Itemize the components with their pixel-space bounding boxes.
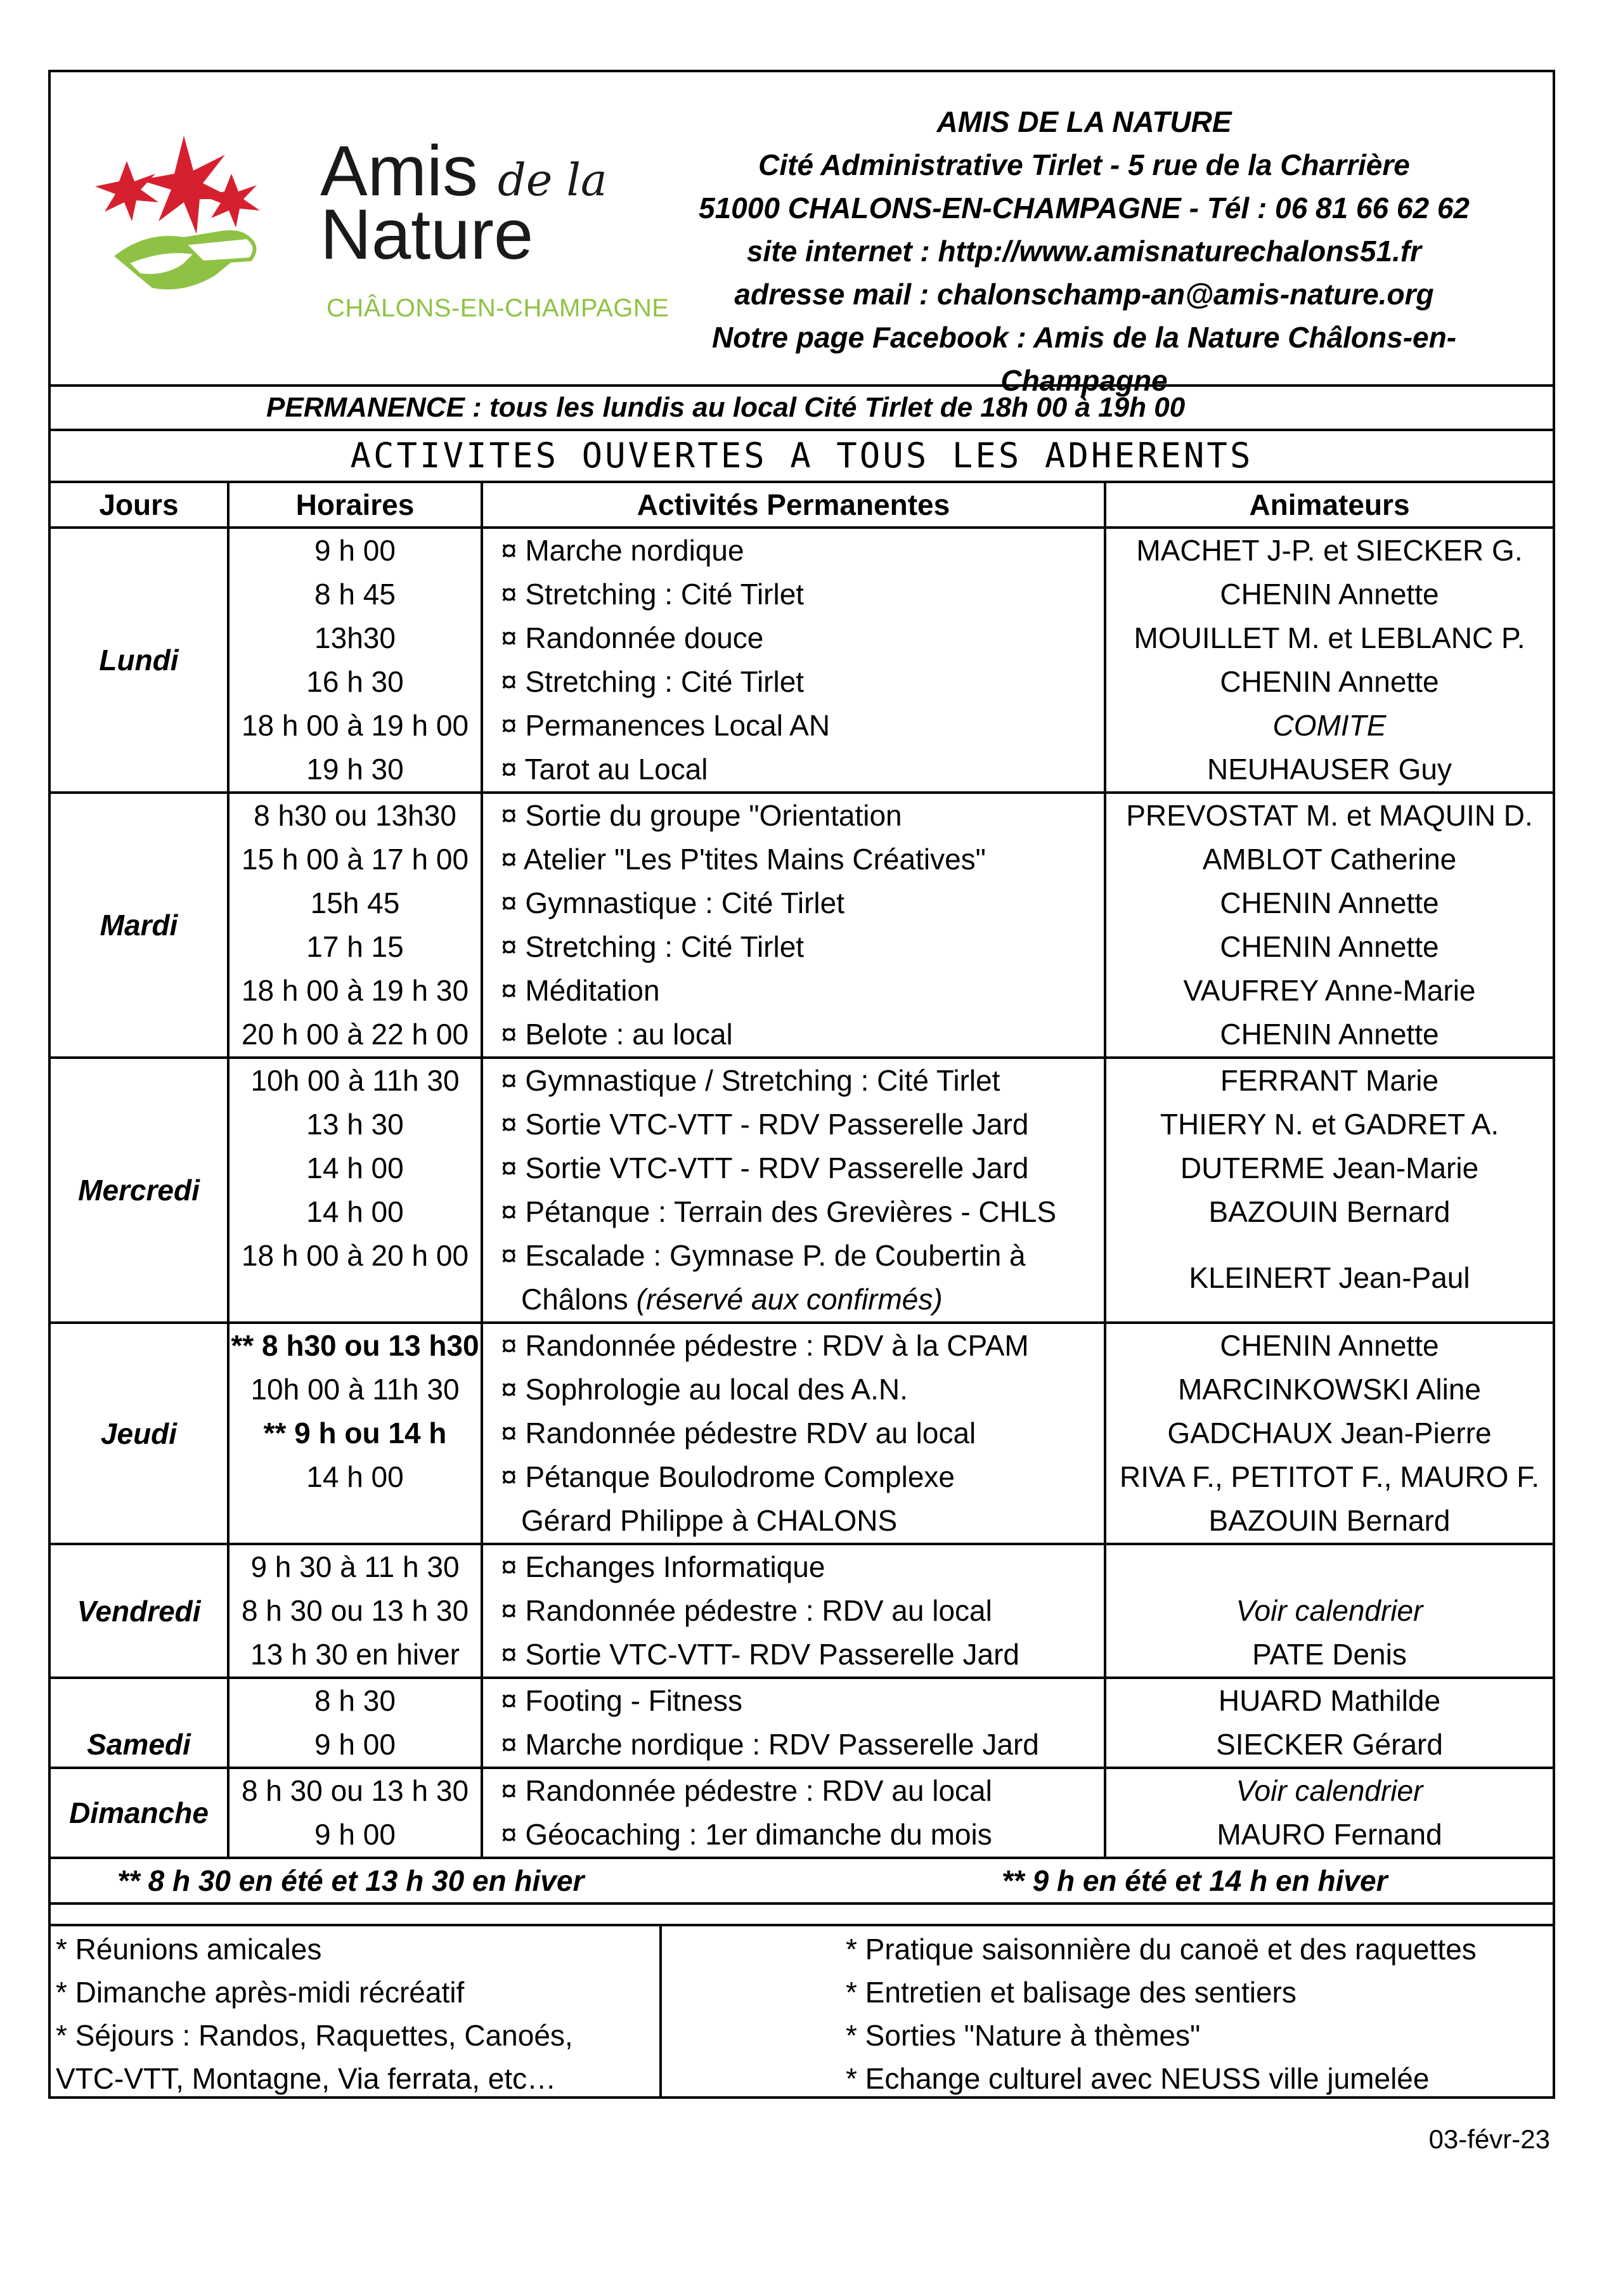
time: ** 8 h30 ou 13 h30 [231, 1329, 479, 1362]
times-cell [228, 528, 482, 793]
day-name: Mardi [51, 793, 228, 1058]
extras-section [51, 1926, 1553, 2096]
activity: ¤ Stretching : Cité Tirlet [501, 665, 805, 698]
schedule-table [51, 483, 1553, 1859]
time [230, 1499, 481, 1543]
activity: ¤ Footing - Fitness [501, 1684, 742, 1717]
address-line: AMIS DE LA NATURE [936, 105, 1232, 138]
leader: CHENIN Annette [1220, 665, 1439, 698]
flower-hands-icon [89, 110, 317, 301]
leader: CHENIN Annette [1220, 930, 1439, 963]
leader: KLEINERT Jean-Paul [1189, 1261, 1470, 1294]
leaders-cell [1105, 793, 1553, 1058]
activities-cell [482, 1323, 1105, 1544]
times-cell [228, 1544, 482, 1678]
logo-city: CHÂLONS-EN-CHAMPAGNE [327, 294, 669, 322]
activity: ¤ Atelier "Les P'tites Mains Créatives" [501, 843, 986, 876]
list-item: * Sorties "Nature à thèmes" [846, 2019, 1201, 2052]
column-header: Animateurs [1105, 483, 1553, 528]
time: 17 h 15 [306, 930, 404, 963]
column-header: Horaires [228, 483, 482, 528]
leaders-cell [1105, 1544, 1553, 1678]
activity-continuation: Gérard Philippe à CHALONS [521, 1504, 898, 1537]
activity: ¤ Marche nordique [501, 534, 744, 567]
time: 19 h 30 [306, 753, 404, 786]
leader: Voir calendrier [1236, 1774, 1423, 1807]
leader: CHENIN Annette [1220, 1018, 1439, 1051]
time: 8 h 30 ou 13 h 30 [241, 1774, 469, 1807]
leader: FERRANT Marie [1220, 1064, 1439, 1097]
activity: ¤ Randonnée pédestre : RDV au local [501, 1594, 992, 1627]
list-item: * Pratique saisonnière du canoë et des raquettes [846, 1933, 1477, 1966]
activity: ¤ Stretching : Cité Tirlet [501, 578, 805, 611]
time: ** 9 h ou 14 h [263, 1417, 447, 1450]
activities-cell [482, 1544, 1105, 1678]
day-row-lundi [51, 528, 1553, 793]
activity: ¤ Escalade : Gymnase P. de Coubertin à [501, 1239, 1026, 1272]
list-item: VTC-VTT, Montagne, Via ferrata, etc… [56, 2062, 557, 2095]
header [51, 72, 1553, 397]
leader: MOUILLET M. et LEBLANC P. [1134, 621, 1525, 654]
facebook-line: Notre page Facebook : Amis de la Nature Châlons-en-Champagne [711, 321, 1457, 397]
activity: ¤ Géocaching : 1er dimanche du mois [501, 1818, 992, 1851]
extras-right [662, 1926, 1477, 2096]
day-name: Mercredi [51, 1058, 228, 1323]
activity: ¤ Sortie VTC-VTT - RDV Passerelle Jard [501, 1108, 1029, 1141]
activity: ¤ Permanences Local AN [501, 709, 831, 742]
leader: CHENIN Annette [1220, 886, 1439, 919]
times-cell [228, 1768, 482, 1858]
time: 14 h 00 [306, 1151, 404, 1184]
leader: AMBLOT Catherine [1202, 843, 1457, 876]
activity: ¤ Randonnée pédestre : RDV à la CPAM [501, 1329, 1029, 1362]
time [230, 1278, 481, 1321]
leader: NEUHAUSER Guy [1207, 753, 1452, 786]
leader: THIERY N. et GADRET A. [1160, 1108, 1499, 1141]
activity: ¤ Echanges Informatique [501, 1550, 825, 1583]
column-header: Jours [51, 483, 228, 528]
day-row-vendredi [51, 1544, 1553, 1678]
leader [1106, 1545, 1553, 1589]
spacer-row [51, 1905, 1553, 1926]
activity: ¤ Stretching : Cité Tirlet [501, 930, 805, 963]
leader: Voir calendrier [1236, 1594, 1423, 1627]
leader: HUARD Mathilde [1218, 1684, 1441, 1717]
activity: ¤ Randonnée douce [501, 621, 764, 654]
logo-amis: Amis de la [320, 131, 607, 211]
activity: ¤ Gymnastique / Stretching : Cité Tirlet [501, 1064, 1000, 1097]
list-item: * Réunions amicales [56, 1933, 322, 1966]
activities-cell [482, 1058, 1105, 1323]
activity-continuation: Châlons (réservé aux confirmés) [521, 1283, 943, 1316]
leader: MACHET J-P. et SIECKER G. [1136, 534, 1523, 567]
time: 16 h 30 [306, 665, 404, 698]
document-date: 03-févr-23 [1428, 2124, 1550, 2154]
time: 13 h 30 [306, 1108, 404, 1141]
day-row-dimanche [51, 1768, 1553, 1858]
leader: DUTERME Jean-Marie [1180, 1151, 1479, 1184]
time: 18 h 00 à 19 h 30 [241, 974, 469, 1007]
time: 15h 45 [310, 886, 400, 919]
activity: ¤ Tarot au Local [501, 753, 708, 786]
time: 14 h 00 [306, 1460, 404, 1493]
website-line[interactable]: site internet : http://www.amisnaturechalons51.fr [746, 235, 1422, 268]
leader: COMITE [1272, 709, 1387, 742]
activity: ¤ Belote : au local [501, 1018, 733, 1051]
time: 9 h 00 [314, 1728, 396, 1761]
permanence-line: PERMANENCE : tous les lundis au local Cité Tirlet de 18h 00 à 19h 00 [51, 387, 1553, 431]
leader: BAZOUIN Bernard [1208, 1504, 1451, 1537]
day-name: Samedi [51, 1678, 228, 1768]
list-item: * Echange culturel avec NEUSS ville jumelée [846, 2062, 1430, 2095]
logo-nature: Nature [320, 195, 534, 274]
activity: ¤ Marche nordique : RDV Passerelle Jard [501, 1728, 1039, 1761]
time: 13 h 30 en hiver [250, 1638, 460, 1671]
activity: ¤ Sortie du groupe "Orientation [501, 799, 902, 832]
day-name: Vendredi [51, 1544, 228, 1678]
activity: ¤ Pétanque Boulodrome Complexe [501, 1460, 955, 1493]
document-frame [48, 70, 1555, 2099]
activity: ¤ Sophrologie au local des A.N. [501, 1373, 908, 1406]
activity: ¤ Randonnée pédestre RDV au local [501, 1417, 976, 1450]
activities-cell [482, 1768, 1105, 1858]
time: 14 h 00 [306, 1195, 404, 1228]
time: 9 h 00 [314, 534, 396, 567]
activity: ¤ Sortie VTC-VTT - RDV Passerelle Jard [501, 1151, 1029, 1184]
address-line: Cité Administrative Tirlet - 5 rue de la Charrière [758, 148, 1410, 181]
leaders-cell [1105, 1058, 1553, 1323]
day-row-mercredi [51, 1058, 1553, 1323]
time: 18 h 00 à 20 h 00 [241, 1239, 469, 1272]
activity-note: (réservé aux confirmés) [636, 1283, 943, 1316]
time: 10h 00 à 11h 30 [250, 1373, 460, 1406]
times-cell [228, 1058, 482, 1323]
logo [89, 110, 678, 364]
time: 13h30 [314, 621, 396, 654]
time: 15 h 00 à 17 h 00 [241, 843, 469, 876]
table-header-row [51, 483, 1553, 528]
leaders-cell [1105, 528, 1553, 793]
list-item: * Séjours : Randos, Raquettes, Canoés, [56, 2019, 573, 2052]
note-right: ** 9 h en été et 14 h en hiver [1002, 1864, 1388, 1897]
day-name: Lundi [51, 528, 228, 793]
leader: PREVOSTAT M. et MAQUIN D. [1126, 799, 1533, 832]
day-row-mardi [51, 793, 1553, 1058]
leader: CHENIN Annette [1220, 1329, 1439, 1362]
leader: SIECKER Gérard [1216, 1728, 1443, 1761]
note-left: ** 8 h 30 en été et 13 h 30 en hiver [117, 1864, 585, 1897]
times-cell [228, 793, 482, 1058]
logo-de-la: de la [498, 154, 607, 206]
activities-cell [482, 528, 1105, 793]
leaders-cell [1105, 1323, 1553, 1544]
time: 20 h 00 à 22 h 00 [241, 1018, 469, 1051]
day-row-jeudi [51, 1323, 1553, 1544]
leader: GADCHAUX Jean-Pierre [1167, 1417, 1492, 1450]
time: 8 h 45 [314, 578, 396, 611]
leader: PATE Denis [1252, 1638, 1407, 1671]
leader: RIVA F., PETITOT F., MAURO F. [1120, 1460, 1539, 1493]
list-item: * Dimanche après-midi récréatif [56, 1976, 465, 2009]
address-block [691, 100, 1477, 402]
time: 10h 00 à 11h 30 [250, 1064, 460, 1097]
day-name: Dimanche [51, 1768, 228, 1858]
time: 18 h 00 à 19 h 00 [241, 709, 469, 742]
leader: VAUFREY Anne-Marie [1183, 974, 1476, 1007]
address-line: 51000 CHALONS-EN-CHAMPAGNE - Tél : 06 81 66 62 62 [699, 191, 1470, 224]
time: 9 h 30 à 11 h 30 [250, 1550, 460, 1583]
times-cell [228, 1678, 482, 1768]
leader: MARCINKOWSKI Aline [1178, 1373, 1481, 1406]
activity: ¤ Sortie VTC-VTT- RDV Passerelle Jard [501, 1638, 1020, 1671]
time: 8 h 30 ou 13 h 30 [241, 1594, 469, 1627]
extras-left [51, 1926, 662, 2096]
day-name: Jeudi [51, 1323, 228, 1544]
list-item: * Entretien et balisage des sentiers [846, 1976, 1296, 2009]
email-line[interactable]: adresse mail : chalonschamp-an@amis-nature.org [734, 278, 1434, 311]
activity: ¤ Méditation [501, 974, 660, 1007]
leader: CHENIN Annette [1220, 578, 1439, 611]
activity: ¤ Pétanque : Terrain des Grevières - CHLS [501, 1195, 1057, 1228]
times-cell [228, 1323, 482, 1544]
time-notes [51, 1859, 1553, 1905]
activity: ¤ Randonnée pédestre : RDV au local [501, 1774, 992, 1807]
leader: BAZOUIN Bernard [1208, 1195, 1451, 1228]
leader: MAURO Fernand [1217, 1818, 1442, 1851]
leaders-cell [1105, 1768, 1553, 1858]
banner-title: ACTIVITES OUVERTES A TOUS LES ADHERENTS [51, 431, 1553, 483]
time: 8 h 30 [314, 1684, 396, 1717]
time: 9 h 00 [314, 1818, 396, 1851]
activity: ¤ Gymnastique : Cité Tirlet [501, 886, 844, 919]
leaders-cell [1105, 1678, 1553, 1768]
column-header: Activités Permanentes [482, 483, 1105, 528]
activities-cell [482, 1678, 1105, 1768]
activities-cell [482, 793, 1105, 1058]
day-row-samedi [51, 1678, 1553, 1768]
time: 8 h30 ou 13h30 [254, 799, 456, 832]
